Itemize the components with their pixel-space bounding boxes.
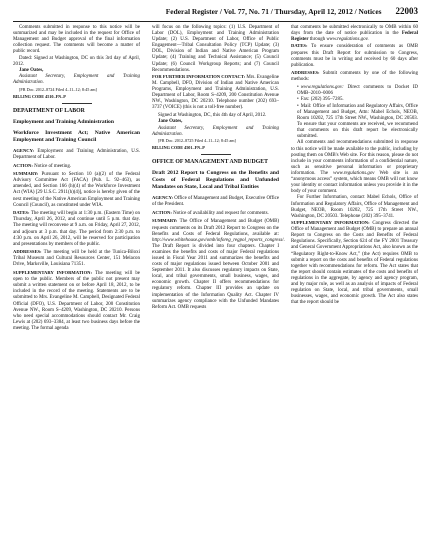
field-label: SUMMARY: — [13, 171, 39, 177]
field-label: SUPPLEMENTARY INFORMATION: — [291, 220, 370, 226]
field-text: The meeting will be held at the Tunica-Biloxi Tribal Museum and Cultural Resources Center, 151 Melacon Drive, Marksville, Louisiana 71351. — [13, 250, 140, 268]
text: Mail: Office of Information and Regulatory Affairs, Office of Management and Budget, Attn: Mabel Echols, NEOB, Room 10202, 725 17th Street NW., Washington, DC 20503. To ensure that your comments are received, we recommend that comments on this draft report be electronically submitted. — [297, 103, 418, 140]
summary-field — [13, 171, 140, 209]
field-text: Congress directed the Office of Management and Budget (OMB) to prepare an annual Report to Congress on the Costs and Benefits of Federal Regulations. Specifically, Section 624 of the FY 2001 Treasury and General Government Appropriations Act, also known as the “Regulatory Right-to-Know Act,” (the Act) requires OMB to submit a report on the costs and benefits of Federal regulations together with recommendations for reform. The Act states that the report should contain estimates of the costs and benefits of regulations in the aggregate, by agency and agency program, and by major rule, as well as an analysis of impacts of Federal regulation on State, local, and tribal governments, small businesses, wages, and economic growth. The Act also states that the report should be — [291, 221, 419, 306]
page-number: 22003 — [395, 6, 418, 16]
field-text: The meeting will begin at 1:30 p.m. (Eastern Time) on Thursday, April 26, 2012, and continue until 5 p.m. that day. The meeting will reconvene at 9 a.m. on Friday, April 27, 2012, and adjourn at 3 p.m. that day. The period from 2:30 p.m. to 4:30 p.m. on April 26, 2012, will be reserved for participation and presentations by members of the public. — [13, 211, 140, 247]
field-text: The Office of Management and Budget (OMB) requests comments on its Draft 2012 Report to Congress on the Benefits and Costs of Federal Regulations, available at: — [152, 219, 280, 237]
signer-name: Jane Oates, — [158, 119, 183, 125]
agency-heading: OFFICE OF MANAGEMENT AND BUDGET — [152, 159, 268, 166]
column-3 — [291, 25, 418, 308]
text: Fax: (202) 395–7285. — [300, 97, 344, 103]
field-text: The Draft Report is divided into four chapters. Chapter I examines the benefits and costs of major Federal regulations issued in Fiscal Year 2011 and summarizes the benefits and costs of major regulations issued between October 2001 and September 2011. It also discusses regulatory impacts on State, local, and tribal governments, small business, wages, and economic growth. Chapter II offers recommendations for regulatory reform. Chapter III provides an update on implementation of the Information Quality Act. Chapter IV summarizes agency compliance with the Unfunded Mandates Reform Act. OMB requests — [152, 243, 279, 310]
paragraph: For Further Information, contact Mabel Echols, Office of Information and Regulatory Affairs, Office of Management and Budget, NEOB, Room 10202, 725 17th Street NW., Washington, DC 20503. Telephone (202) 395–3741. — [291, 195, 418, 219]
field-text: Notice of meeting. — [34, 163, 72, 169]
field-label: AGENCY: — [152, 195, 174, 201]
regulations-link[interactable]: www.regulations.gov: — [300, 85, 344, 91]
field-text: Submit comments by one of the following methods: — [291, 71, 418, 83]
header-title: Federal Register / Vol. 77, No. 71 / Thursday, April 12, 2012 / Notices — [165, 7, 382, 16]
billing-code: BILLING CODE 4510–FN–P — [13, 93, 66, 99]
field-text: Mrs. Evangeline M. Campbell, DFO, Division of Indian and Native American Programs, Employment and Training Administration, U.S. Department of Labor, Room S–4209, 200 Constitution Avenue NW., Washington, DC 20210. Telephone number (202) 693–3737 (VOICE) (this is not a toll-free number). — [152, 74, 279, 111]
field-label: SUPPLEMENTARY INFORMATION: — [13, 270, 93, 276]
field-label: DATES: — [291, 43, 308, 49]
list-item — [291, 104, 418, 141]
section-divider — [62, 103, 92, 104]
regulations-link[interactable]: www.regulations.gov. — [326, 37, 369, 43]
dates-field — [291, 43, 418, 68]
regulations-link[interactable]: www.regulations.gov — [333, 170, 375, 176]
signer-title: Assistant Secretary, Employment and Training Administration. — [13, 74, 140, 86]
list-item — [291, 97, 418, 103]
list-item — [291, 85, 418, 97]
text: Web site is an “anonymous access” system, which means OMB will not know your identity or contact information unless you provide it in the body of your comment. — [291, 170, 418, 195]
page-header — [13, 6, 418, 20]
bullet-icon: • — [297, 97, 299, 103]
addresses-field — [291, 70, 418, 83]
action-field — [13, 163, 140, 170]
document-title: Workforce Investment Act; Native American Employment and Training Council — [13, 129, 140, 143]
summary-field — [152, 218, 285, 310]
agency-field — [13, 148, 140, 161]
paragraph — [291, 140, 418, 195]
fr-doc-line: [FR Doc. 2012–8724 Filed 4–11–12; 8:45 am] — [19, 86, 97, 92]
field-text: Pursuant to Section 10 (a)(2) of the Federal Advisory Committee Act (FACA) (Pub. L. 92–463), as amended, and Section 166 (h)(4) of the Workforce Investment Act (WIA) [29 U.S.C. 2911(h)(4)], notice is hereby given of the next meeting of the Native American Employment and Training Council (Council), as constituted under WIA. — [13, 172, 140, 208]
field-label: ADDRESSES: — [13, 249, 42, 255]
field-label: ACTION: — [152, 209, 172, 215]
field-text: Office of Management and Budget, Executive Office of the President. — [152, 196, 280, 208]
signer-title: Assistant Secretary, Employment and Training Administration. — [152, 125, 279, 137]
dates-field — [13, 210, 140, 248]
field-label: SUMMARY: — [152, 218, 178, 224]
document-title: Draft 2012 Report to Congress on the Benefits and Costs of Federal Regulations and Unfunded Mandates on State, Local and Tribal Entities — [152, 170, 279, 191]
supplementary-field — [13, 270, 140, 332]
field-text: Employment and Training Administration, U.S. Department of Labor. — [13, 148, 141, 160]
bullet-icon: • — [297, 85, 299, 91]
field-label: AGENCY: — [13, 147, 35, 153]
column-1 — [13, 25, 140, 334]
dated-line: Dated: Signed at Washington, DC on this 3rd day of April, 2012. — [13, 55, 140, 67]
fr-doc-line: [FR Doc. 2012–8725 Filed 4–11–12; 8:45 am] — [158, 137, 236, 143]
section-divider — [201, 154, 231, 155]
field-text: The meeting will be open to the public. Members of the public not present may submit a written statement on or before April 18, 2012, to be included in the record of the meeting. Statements are to be submitted to Mrs. Evangeline M. Campbell, Designated Federal Official (DFO), U.S. Department of Labor, 200 Constitution Avenue NW., Room S–4209, Washington, DC 20210. Persons who need special accommodations should contact Mr. Craig Lewis at (202) 693–3384, at least two business days before the meeting. The formal agenda — [13, 271, 140, 331]
paragraph: Comments submitted in response to this notice will be summarized and may be included in the request for Office of Management and Budget approval of the final information collection request. The comments will become a matter of public record. — [13, 25, 140, 55]
header-rule — [13, 21, 418, 22]
billing-code: BILLING CODE 4501–FN–P — [152, 145, 205, 151]
text: All comments and recommendations submitted in response to this notice will be made available to the public, including by posting them on OMB's Web site. For this reason, please do not include in your comments information of a confidential nature, such as sensitive personal information or proprietary information. The — [291, 140, 418, 176]
paragraph — [291, 25, 418, 43]
agency-heading: DEPARTMENT OF LABOR — [13, 107, 85, 114]
field-label: ADDRESSES: — [291, 70, 320, 76]
column-2 — [152, 25, 285, 312]
field-label: DATES: — [13, 210, 30, 216]
addresses-field — [13, 249, 140, 268]
signed-line: Signed at Washington, DC, this 4th day of April, 2012. — [158, 113, 267, 118]
supplementary-field — [291, 220, 418, 306]
paragraph: will focus on the following topics: (1) U.S. Department of Labor (DOL), Employment and Training Administration Update; (2) U.S. Department of Labor, Office of Public Engagement—Tribal Consultation Policy (TCP) Update; (3) DOL, Division of Indian and Native American Program Update; (4) Training and Technical Assistance; (5) Council Update; (6) Council Workgroup Reports; and (7) Council Recommendations. — [152, 25, 279, 73]
signer-name: Jane Oates, — [19, 68, 44, 74]
text: Direct comments to Docket ID OMB–2010–0006 — [297, 85, 418, 97]
federal-register-ref: Federal Register — [291, 31, 418, 43]
agency-field — [152, 195, 279, 208]
text: through — [309, 37, 326, 43]
contact-field — [152, 74, 279, 112]
action-field — [152, 210, 279, 217]
bullet-icon: • — [297, 103, 299, 109]
text: that comments be submitted electronically to OMB within 60 days from the date of notice publication in the — [291, 25, 418, 37]
field-text: To ensure consideration of comments as OMB prepares this Draft Report for submission to Congress, comments must be in writing and received by 60 days after publication. — [291, 44, 418, 68]
report-link[interactable]: http://www.whitehouse.gov/omb/inforeg_regpol_reports_congress/. — [152, 237, 285, 243]
field-label: FOR FURTHER INFORMATION CONTACT: — [152, 73, 246, 79]
field-text: Notice of availability and request for comments. — [173, 210, 269, 216]
field-label: ACTION: — [13, 162, 33, 168]
subagency-heading: Employment and Training Administration — [13, 118, 114, 125]
